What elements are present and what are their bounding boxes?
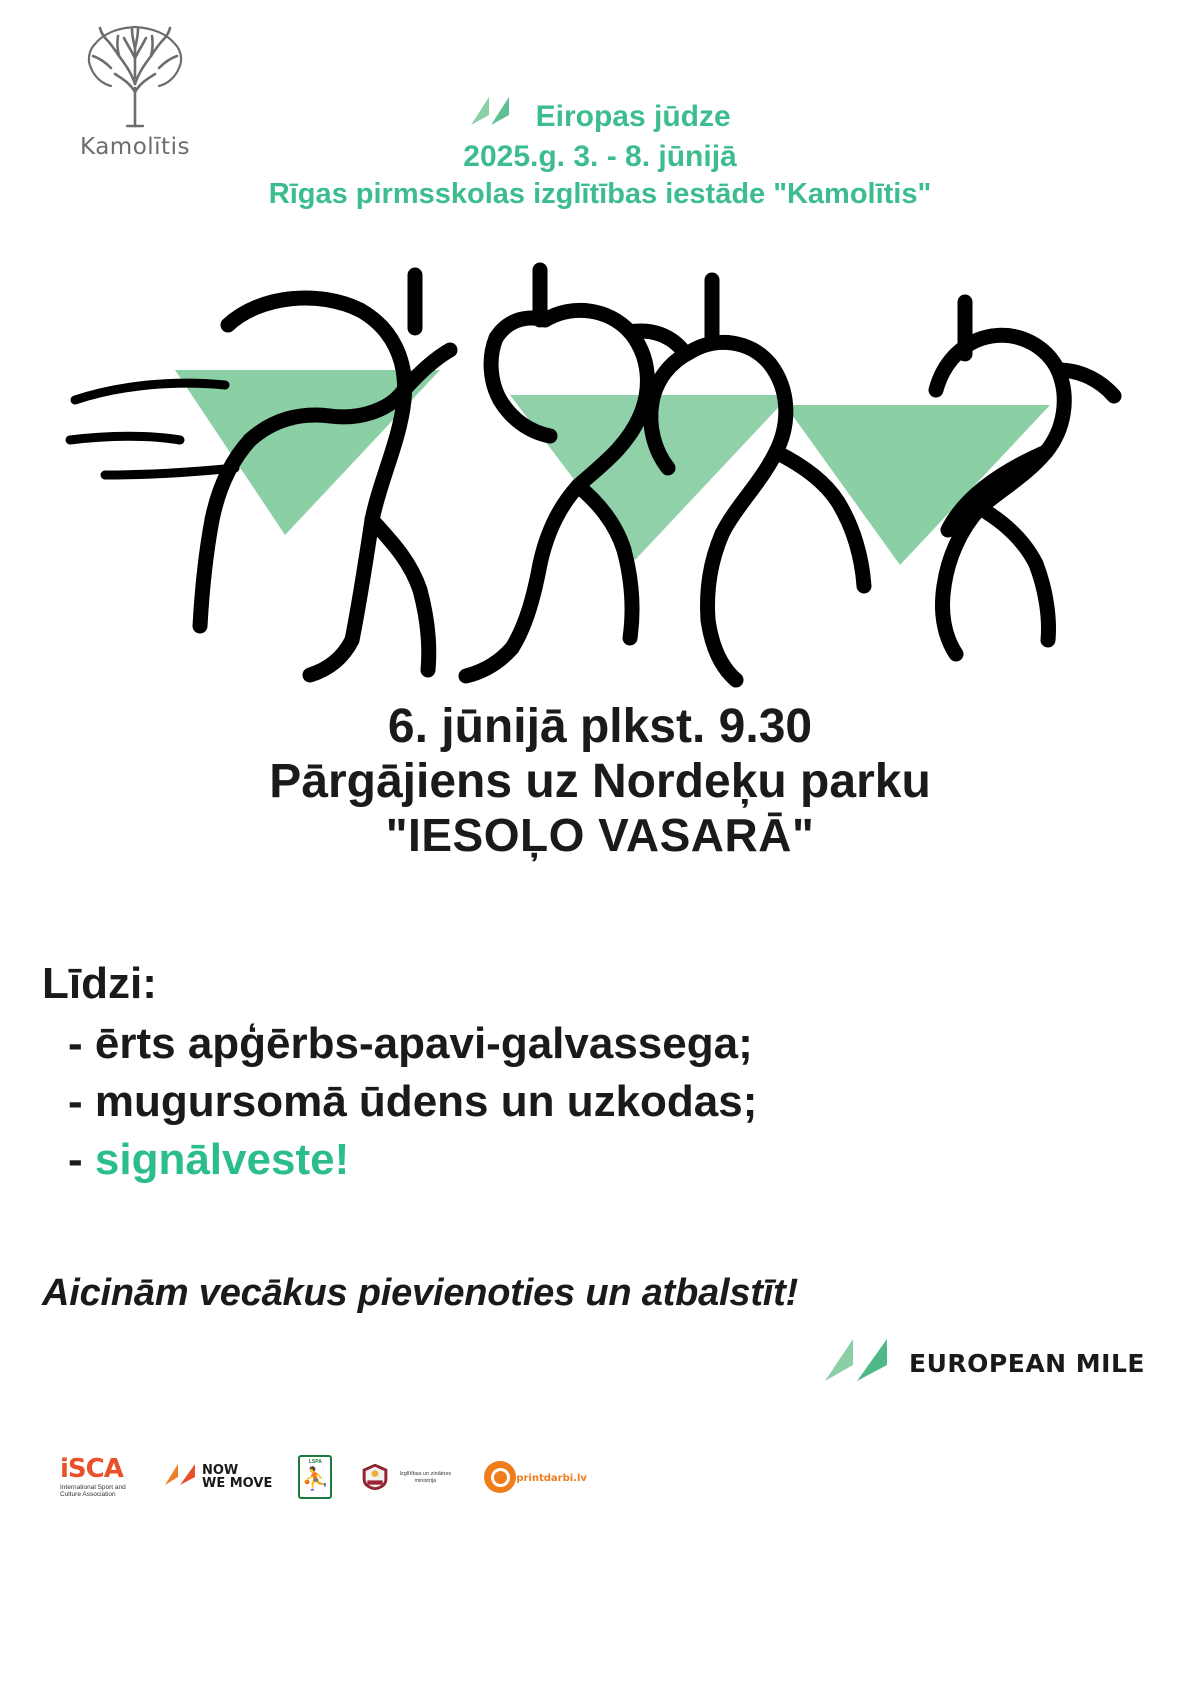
ministry-logo (358, 1462, 458, 1492)
bring-item-text: signālveste! (94, 1135, 350, 1185)
header-text-block (0, 95, 1200, 213)
header-line-1: Eiropas jūdze (535, 100, 731, 134)
event-title: "IESOĻO VASARĀ" (385, 809, 815, 862)
bring-item-dash: - (68, 1077, 95, 1127)
european-mile-label: EUROPEAN MILE (909, 1349, 1145, 1378)
event-date-time: 6. jūnijā plkst. 9.30 (387, 700, 813, 753)
bring-item-text: ērts apģērbs-apavi-galvassega; (94, 1019, 753, 1069)
now-we-move-arrow-icon (164, 1462, 198, 1493)
isca-logo (60, 1453, 138, 1499)
now-we-move-line-2: WE MOVE (202, 1476, 273, 1491)
bring-item-dash: - (68, 1019, 95, 1069)
header-line-3: Rīgas pirmsskolas izglītības iestāde "Kamolītis" (268, 178, 932, 211)
isca-wordmark: iSCA (60, 1453, 123, 1484)
now-we-move-line-1: NOW (202, 1462, 239, 1478)
european-mile-arrow-icon (823, 1335, 895, 1392)
lspa-logo (298, 1455, 332, 1499)
now-we-move-logo (164, 1462, 272, 1493)
bring-list-item (42, 1015, 1160, 1073)
latvia-crest-icon (358, 1462, 392, 1492)
sponsor-strip (60, 1455, 587, 1499)
invitation-text: Aicinām vecākus pievienoties un atbalstīt! (42, 1272, 799, 1314)
bring-item-dash: - (68, 1135, 95, 1185)
lspa-label: LSPA (308, 1459, 322, 1465)
european-mile-arrow-icon (469, 95, 515, 138)
bring-list (42, 955, 1160, 1189)
printdarbi-logo (484, 1461, 587, 1493)
printdarbi-mark-icon (484, 1461, 516, 1493)
athlete-icon: ⛹ (301, 1466, 330, 1491)
bring-item-text: mugursomā ūdens un uzkodas; (94, 1077, 758, 1127)
event-description: Pārgājiens uz Nordeķu parku (269, 754, 931, 808)
ministry-label: Izglītības un zinātnes ministrija (399, 1471, 452, 1484)
header-line-2: 2025.g. 3. - 8. jūnijā (463, 140, 737, 174)
poster-header (0, 0, 1200, 250)
printdarbi-label: printdarbi.lv (516, 1473, 587, 1484)
european-mile-logo (823, 1335, 1145, 1392)
isca-subtitle: International Sport and Culture Association (60, 1483, 126, 1498)
kamolitis-brand-name: Kamolītis (80, 134, 190, 160)
running-figures-illustration (0, 240, 1200, 700)
bring-list-item (42, 1073, 1160, 1131)
bring-list-title: Līdzi: (42, 959, 157, 1008)
bring-list-item (42, 1131, 1160, 1189)
event-details (0, 700, 1200, 862)
